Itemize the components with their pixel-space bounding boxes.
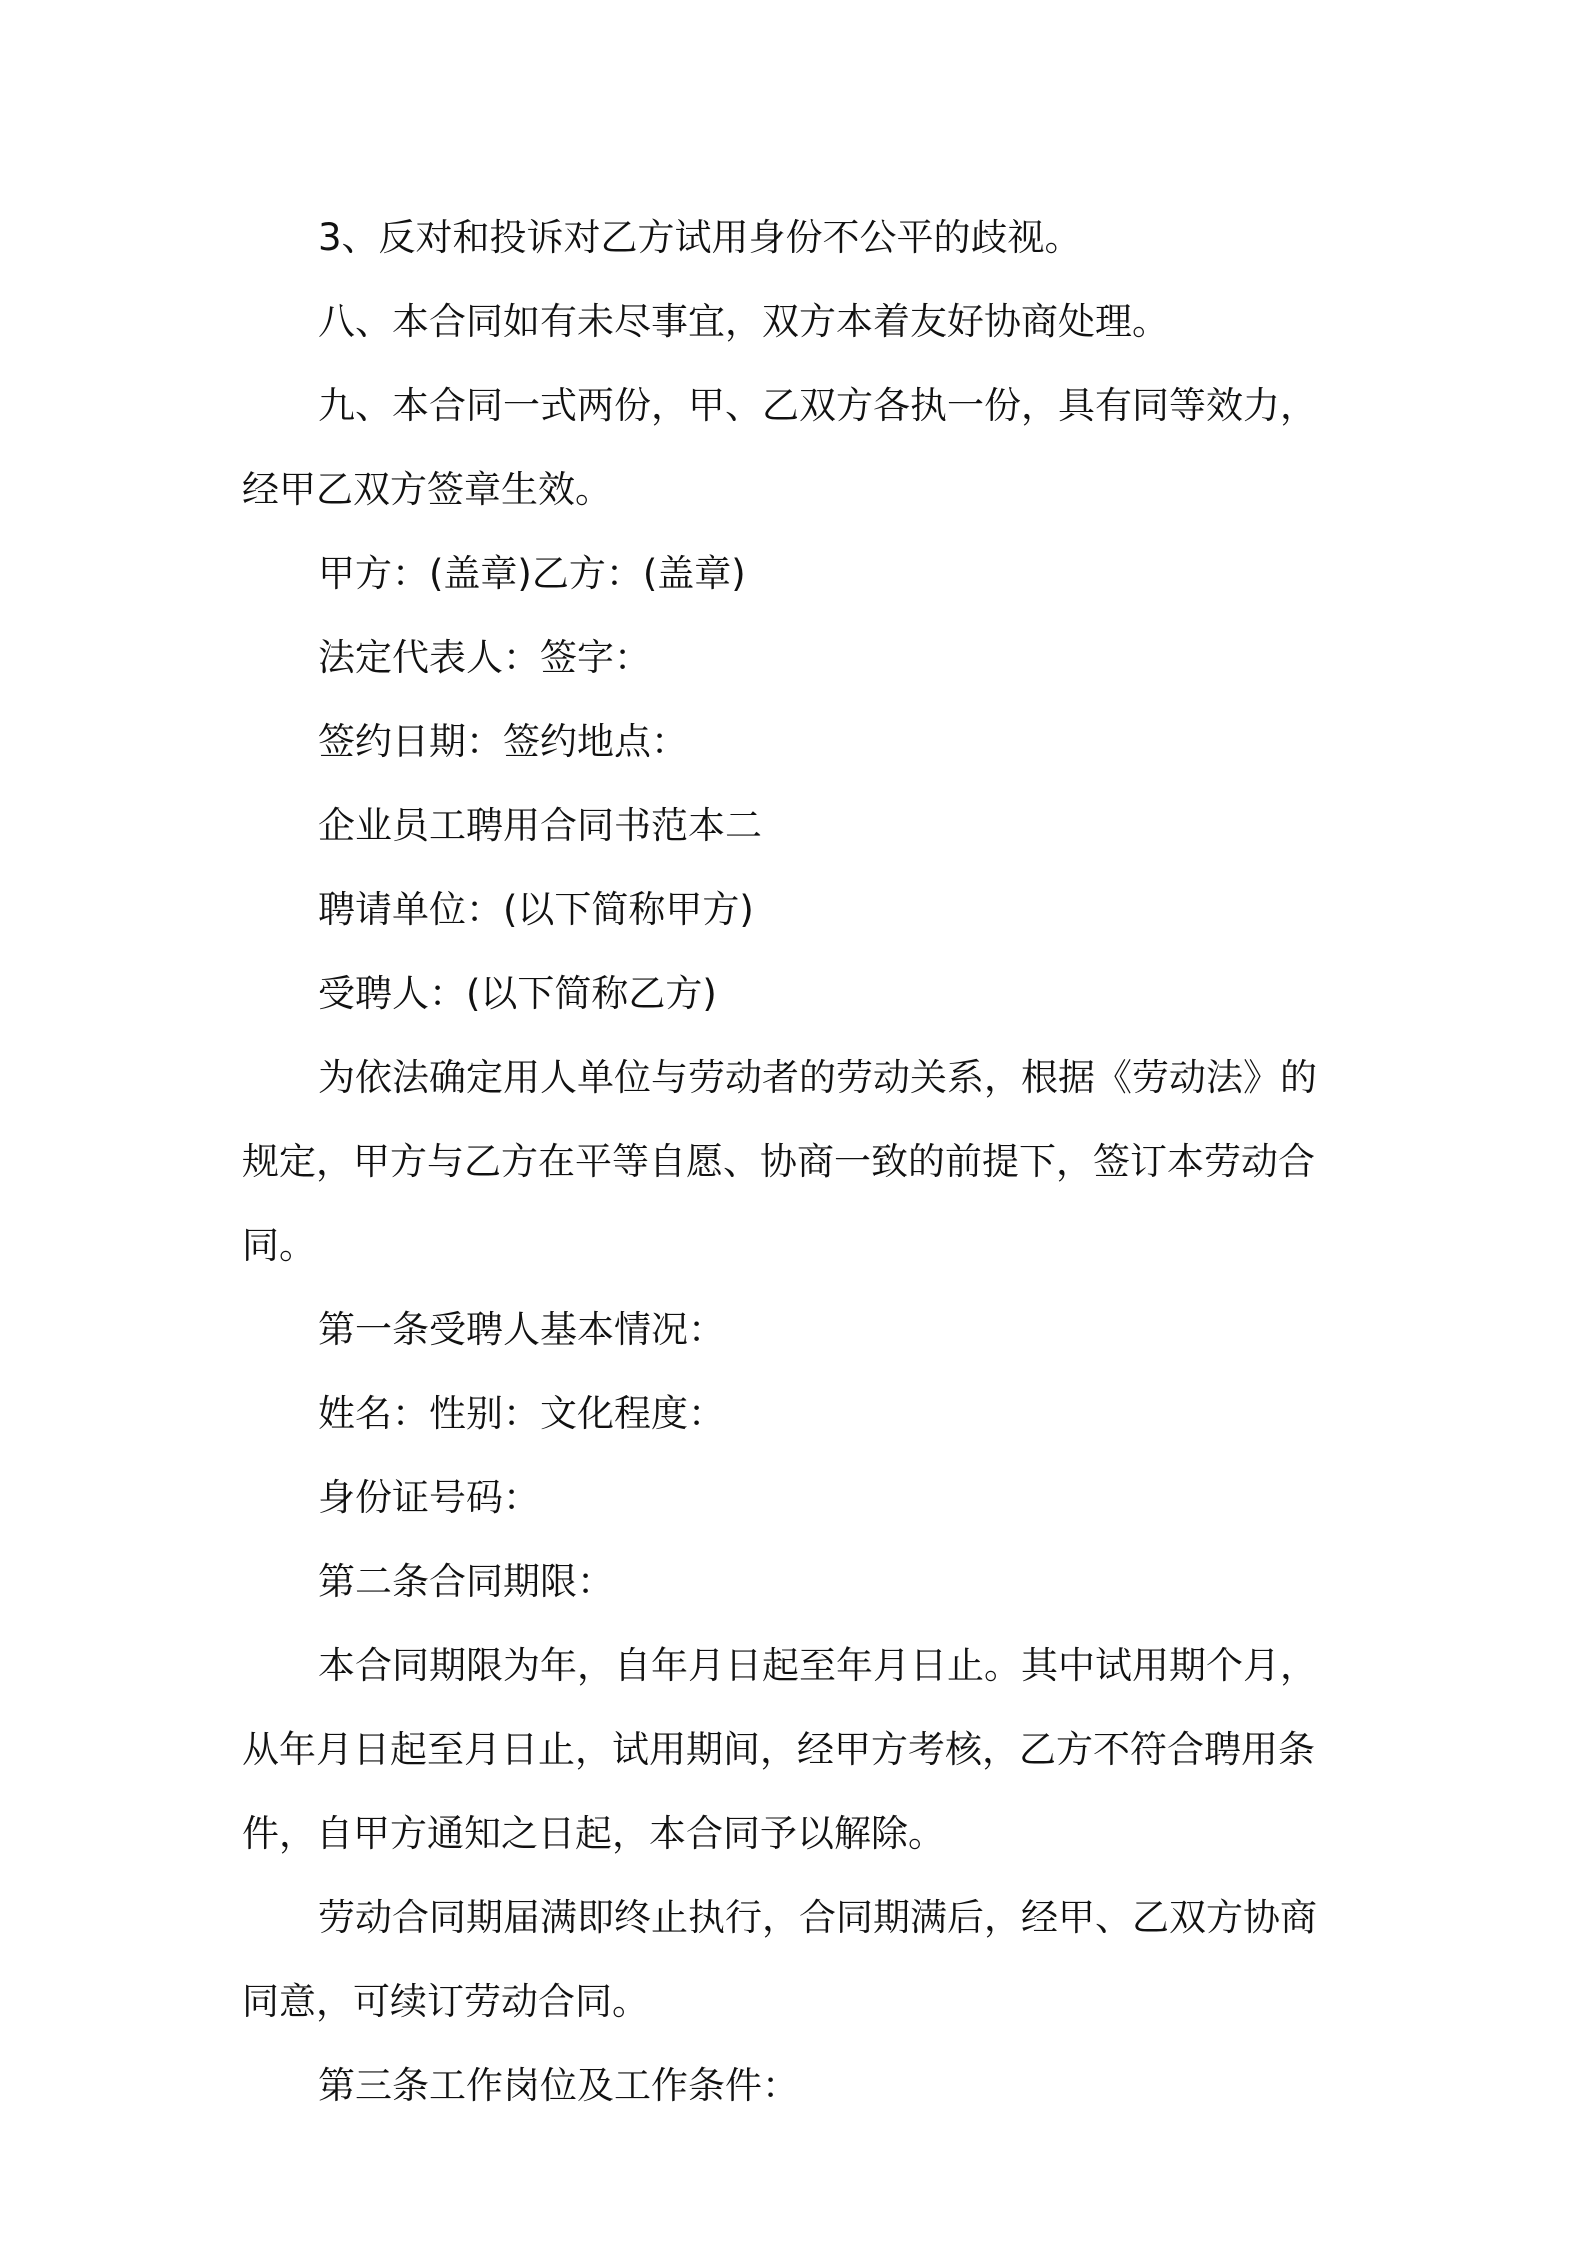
paragraph-preamble: 为依法确定用人单位与劳动者的劳动关系，根据《劳动法》的规定，甲方与乙方在平等自愿、协商一致的前提下，签订本劳动合同。 bbox=[242, 1056, 1317, 1267]
paragraph-sign-date-place: 签约日期：签约地点： bbox=[318, 720, 688, 763]
paragraph-clause-nine: 九、本合同一式两份，甲、乙双方各执一份，具有同等效力，经甲乙双方签章生效。 bbox=[242, 384, 1317, 511]
paragraph-contract-renewal: 劳动合同期届满即终止执行，合同期满后，经甲、乙双方协商同意，可续订劳动合同。 bbox=[242, 1896, 1317, 2023]
paragraph-article-two: 第二条合同期限： bbox=[318, 1560, 614, 1603]
paragraph-template-title: 企业员工聘用合同书范本二 bbox=[318, 804, 762, 847]
paragraph-seal-line: 甲方：(盖章)乙方：(盖章) bbox=[318, 552, 746, 595]
paragraph-trial-discrimination: 3、反对和投诉对乙方试用身份不公平的歧视。 bbox=[318, 216, 1082, 259]
paragraph-employer: 聘请单位：(以下简称甲方) bbox=[318, 888, 754, 931]
paragraph-employee: 受聘人：(以下简称乙方) bbox=[318, 972, 717, 1015]
paragraph-article-one: 第一条受聘人基本情况： bbox=[318, 1308, 725, 1351]
paragraph-id-number: 身份证号码： bbox=[318, 1476, 540, 1519]
paragraph-legal-representative: 法定代表人：签字： bbox=[318, 636, 651, 679]
document-body bbox=[242, 196, 1352, 2128]
paragraph-article-three: 第三条工作岗位及工作条件： bbox=[318, 2064, 799, 2107]
paragraph-clause-eight: 八、本合同如有未尽事宜，双方本着友好协商处理。 bbox=[318, 300, 1169, 343]
paragraph-personal-info: 姓名：性别：文化程度： bbox=[318, 1392, 725, 1435]
paragraph-contract-term: 本合同期限为年，自年月日起至年月日止。其中试用期个月，从年月日起至月日止，试用期间，经甲方考核，乙方不符合聘用条件，自甲方通知之日起，本合同予以解除。 bbox=[242, 1644, 1317, 1855]
